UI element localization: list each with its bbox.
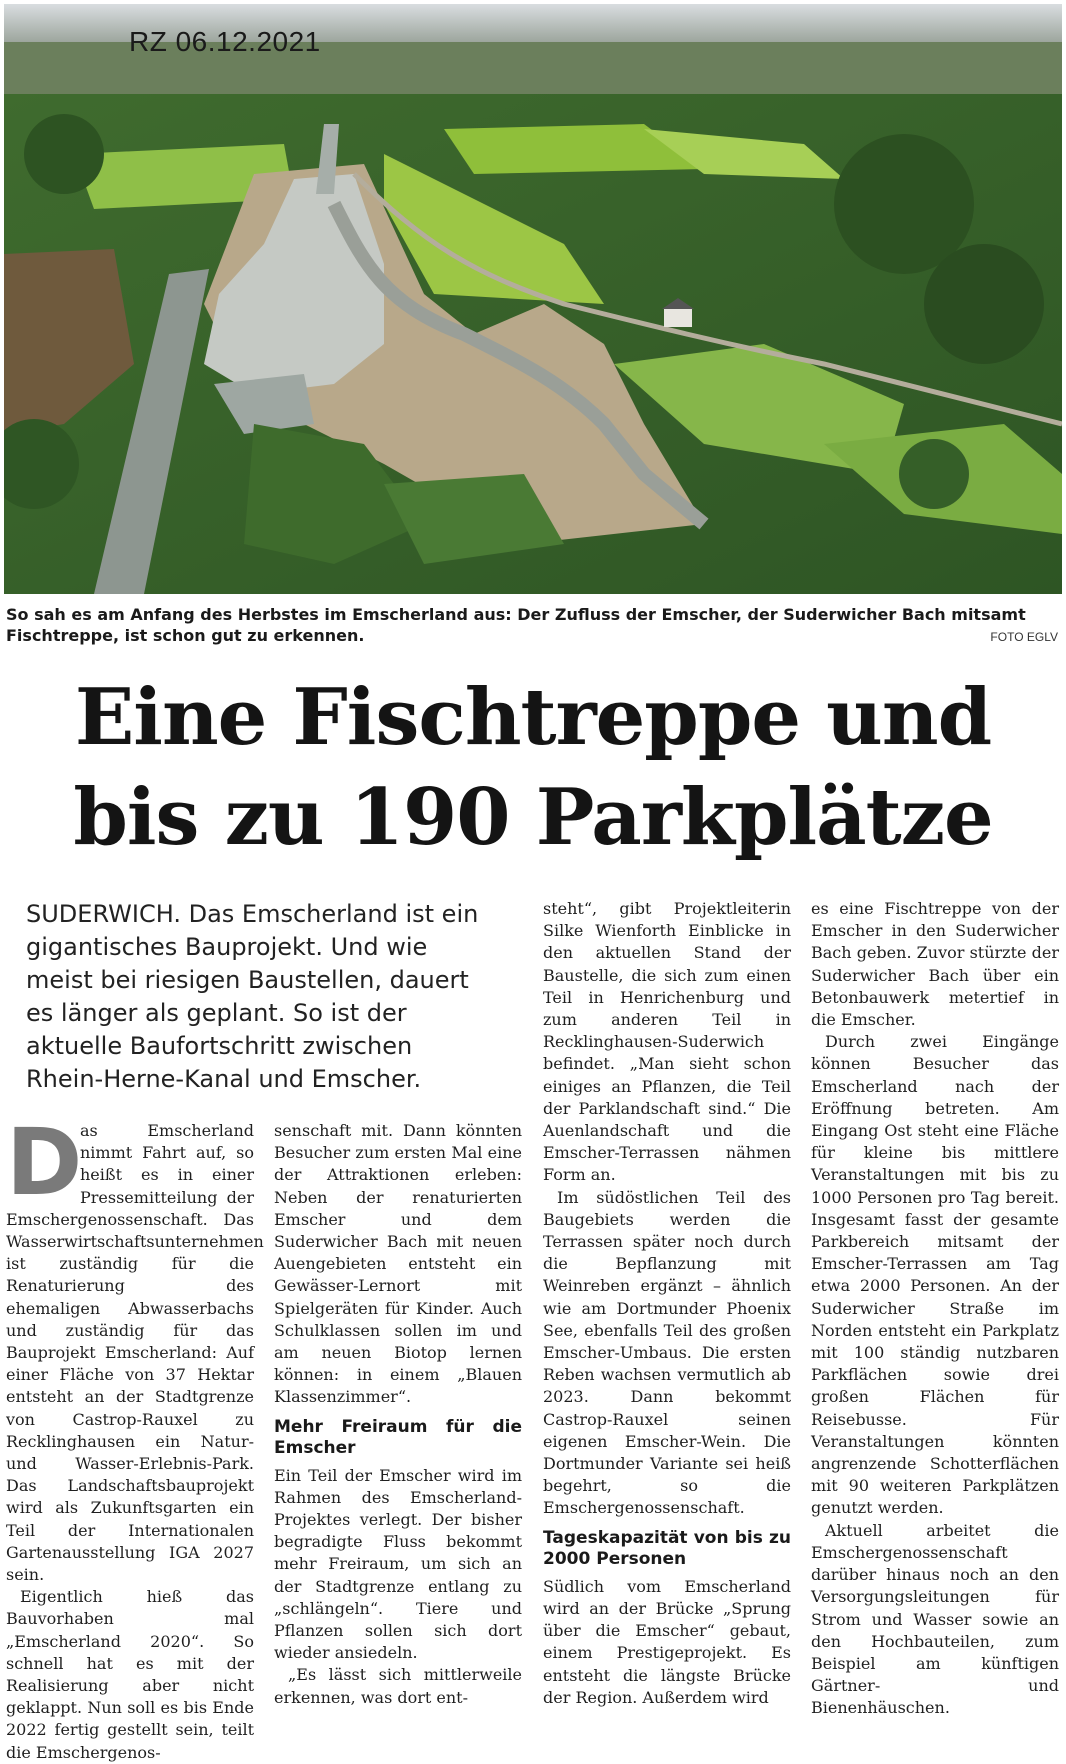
dateline-place: SUDERWICH.	[26, 900, 181, 928]
body-paragraph: steht“, gibt Projektleiterin Silke Wienforth Einblicke in den aktuellen Stand der Baustelle, die sich zum einen Teil in Henrichenburg und zum anderen Teil in Recklinghausen-Suderwich befindet. „Man sieht schon einiges an Pflanzen, die Teil der Parklandschaft sind.“ Die Auenlandschaft und die Emscher-Terrassen nähmen Form an.	[543, 899, 791, 1185]
article-column-3	[543, 898, 791, 1709]
headline	[0, 668, 1066, 868]
body-paragraph: Im südöstlichen Teil des Baugebiets werden die Terrassen später noch durch die Bepflanzung mit Weinreben ergänzt – ähnlich wie am Dortmunder Phoenix See, ebenfalls Teil des großen Emscher-Umbaus. Die ersten Reben wachsen vermutlich ab 2023. Dann bekommt Castrop-Rauxel seinen eigenen Emscher-Wein. Die Dortmunder Variante sei heiß begehrt, so die Emschergenossenschaft.	[543, 1187, 791, 1518]
article-column-2	[274, 1120, 522, 1709]
headline-line-2: bis zu 190 Parkplätze	[73, 772, 993, 863]
article-column-4	[811, 898, 1059, 1720]
body-paragraph: Südlich vom Emscherland wird an der Brücke „Sprung über die Emscher“ gebaut, einem Prestigeprojekt. Es entsteht die längste Brücke der Region. Außerdem wird	[543, 1576, 791, 1707]
lead-paragraph	[26, 898, 496, 1096]
body-paragraph: senschaft mit. Dann könnten Besucher zum ersten Mal eine der Attraktionen erleben: Neben der renaturierten Emscher und dem Suderwicher Bach mit neuen Auengebieten entsteht ein Gewässer-Lernort mit Spielgeräten für Kinder. Auch Schulklassen sollen im und am neuen Biotop lernen können: in einem „Blauen Klassenzimmer“.	[274, 1121, 522, 1407]
subheading: Tageskapazität von bis zu 2000 Personen	[543, 1527, 791, 1569]
body-paragraph: as Emscherland nimmt Fahrt auf, so heißt es in einer Pressemitteilung der Emschergenossenschaft. Das Wasserwirtschaftsunternehmen ist zuständig für die Renaturierung des ehemaligen Abwasserbachs und zuständig für das Bauprojekt Emscherland: Auf einer Fläche von 37 Hektar entsteht an der Stadtgrenze von Castrop-Rauxel zu Recklinghausen ein Natur- und Wasser-Erlebnis-Park. Das Landschaftsbauprojekt wird als Zukunftsgarten ein Teil der Internationalen Gartenausstellung IGA 2027 sein.	[6, 1121, 264, 1585]
body-paragraph: Aktuell arbeitet die Emschergenossenschaft darüber hinaus noch an den Versorgungsleitungen für Strom und Wasser sowie an den Hochbauteilen, zum Beispiel am künftigen Gärtner- und Bienenhäuschen.	[811, 1520, 1059, 1718]
photo-credit: FOTO EGLV	[990, 630, 1058, 644]
body-paragraph: Eigentlich hieß das Bauvorhaben mal „Emscherland 2020“. So schnell hat es mit der Realisierung aber nicht geklappt. Nun soll es bis Ende 2022 fertig gestellt sein, teilt die Emschergenos-	[6, 1587, 254, 1762]
lead-text: Das Emscherland ist ein gigantisches Bauprojekt. Und wie meist bei riesigen Baustellen, dauert es länger als geplant. So ist der aktuelle Baufortschritt zwischen Rhein-Herne-Kanal und Emscher.	[26, 900, 479, 1093]
date-stamp: RZ 06.12.2021	[129, 26, 321, 57]
body-paragraph: Ein Teil der Emscher wird im Rahmen des Emscherland-Projektes verlegt. Der bisher begradigte Fluss bekommt mehr Freiraum, um sich an der Stadtgrenze entlang zu „schlängeln“. Tiere und Pflanzen sollen sich dort wieder ansiedeln.	[274, 1465, 522, 1663]
article-column-1	[6, 1109, 264, 1764]
body-paragraph: „Es lässt sich mittlerweile erkennen, was dort ent-	[274, 1665, 522, 1707]
body-paragraph: Durch zwei Eingänge können Besucher das Emscherland nach der Eröffnung betreten. Am Eingang Ost steht eine Fläche für kleine bis mittlere Veranstaltungen mit bis zu 1000 Personen pro Tag bereit. Insgesamt fasst der gesamte Parkbereich mitsamt der Emscher-Terrassen am Tag etwa 2000 Personen. An der Suderwicher Straße im Norden entsteht ein Parkplatz mit 100 ständig nutzbaren Parkflächen sowie drei großen Flächen für Reisebusse. Für Veranstaltungen könnten angrenzende Schotterflächen mit 90 weiteren Parkplätzen genutzt werden.	[811, 1032, 1059, 1518]
headline-line-1: Eine Fischtreppe und	[74, 672, 992, 763]
subheading: Mehr Freiraum für die Emscher	[274, 1416, 522, 1458]
body-paragraph: es eine Fischtreppe von der Emscher in den Suderwicher Bach geben. Zuvor stürzte der Suderwicher Bach über ein Betonbauwerk metertief in die Emscher.	[811, 899, 1059, 1030]
drop-cap: D	[6, 1109, 83, 1216]
aerial-photo-illustration	[4, 4, 1062, 594]
aerial-photo	[4, 4, 1062, 594]
photo-caption: So sah es am Anfang des Herbstes im Emscherland aus: Der Zufluss der Emscher, der Suderwicher Bach mitsamt Fischtreppe, ist schon gut zu erkennen.	[6, 605, 1026, 645]
